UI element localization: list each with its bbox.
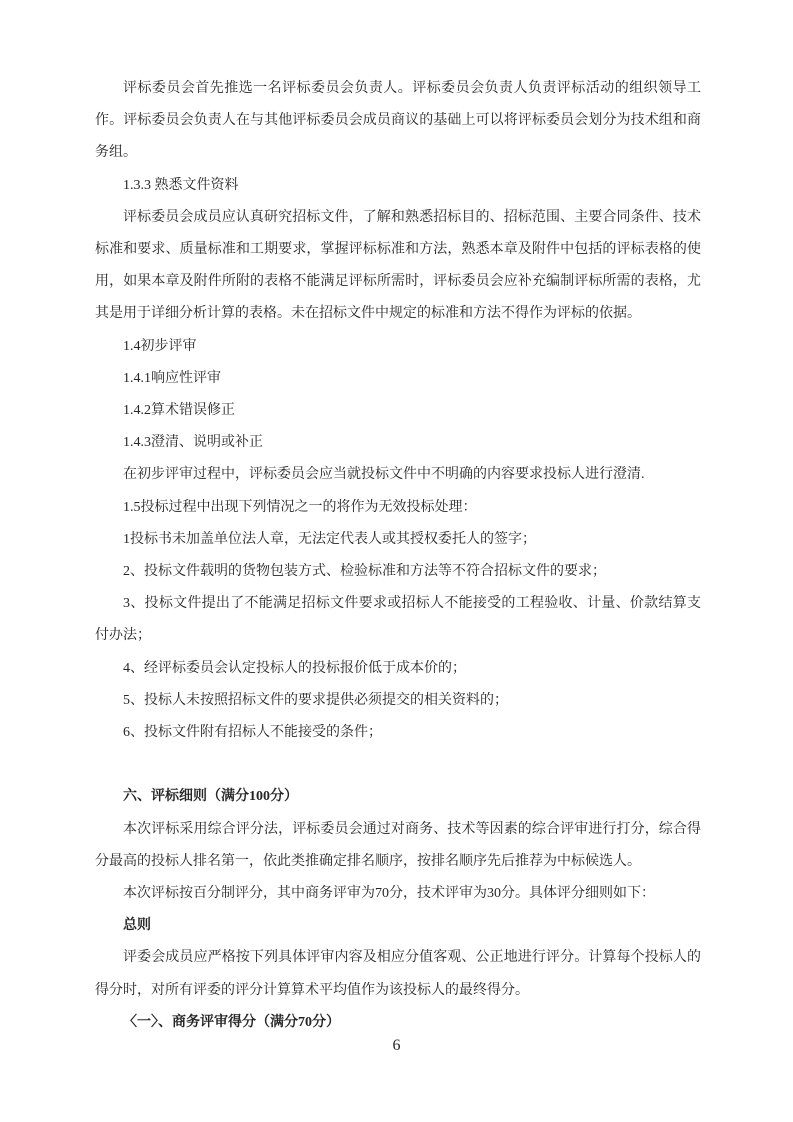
clause-1-5-heading: 1.5投标过程中出现下列情况之一的将作为无效投标处理： (123, 499, 477, 515)
clause-1-4-heading: 1.4初步评审 (123, 338, 197, 354)
footer-page-number: 6 (392, 1037, 401, 1054)
invalid-bid-item-3: 3、投标文件提出了不能满足招标文件要求或招标人不能接受的工程验收、计量、价款结算支付办法； (95, 596, 701, 644)
clause-1-3-3-heading: 1.3.3 熟悉文件资料 (123, 177, 239, 193)
paragraph-study-documents: 评标委员会成员应认真研究招标文件，了解和熟悉招标目的、招标范围、主要合同条件、技术标准和要求、质量标准和工期要求，掌握评标标准和方法，熟悉本章及附件中包括的评标表格的使用，如果本章及附件所附的表格不能满足评标所需时，评标委员会应补充编制评标所需的表格，尤其是用于详细分析计算的表格。未在招标文件中规定的标准和方法不得作为评标的依据。 (95, 209, 701, 322)
invalid-bid-item-6: 6、投标文件附有招标人不能接受的条件； (123, 725, 382, 741)
invalid-bid-item-5: 5、投标人未按照招标文件的要求提供必须提交的相关资料的； (123, 692, 508, 708)
section-heading-evaluation-rules: 六、评标细则（满分100分） (123, 789, 298, 805)
blank-line (95, 749, 701, 781)
heading-general-rules: 总则 (123, 918, 151, 934)
document-body (95, 73, 701, 1039)
heading-business-review-score: 〈一〉、商务评审得分（满分70分） (123, 1014, 340, 1030)
clause-1-4-3-heading: 1.4.3澄清、说明或补正 (123, 435, 263, 451)
invalid-bid-item-1: 1投标书未加盖单位法人章，无法定代表人或其授权委托人的签字； (123, 531, 536, 547)
paragraph-clarification: 在初步评审过程中，评标委员会应当就投标文件中不明确的内容要求投标人进行澄清. (123, 467, 645, 483)
clause-1-4-2-heading: 1.4.2算术错误修正 (123, 403, 235, 419)
paragraph-score-split: 本次评标按百分制评分，其中商务评审为70分，技术评审为30分。具体评分细则如下： (123, 886, 655, 902)
paragraph-comprehensive-scoring: 本次评标采用综合评分法，评标委员会通过对商务、技术等因素的综合评审进行打分，综合得分最高的投标人排名第一，依此类推确定排名顺序，按排名顺序先后推荐为中标候选人。 (95, 821, 701, 869)
invalid-bid-item-2: 2、投标文件载明的货物包装方式、检验标准和方法等不符合招标文件的要求； (123, 564, 606, 580)
paragraph-committee-leader: 评标委员会首先推选一名评标委员会负责人。评标委员会负责人负责评标活动的组织领导工作。评标委员会负责人在与其他评标委员会成员商议的基础上可以将评标委员会划分为技术组和商务组。 (95, 81, 701, 161)
paragraph-scoring-average: 评委会成员应严格按下列具体评审内容及相应分值客观、公正地进行评分。计算每个投标人的得分时，对所有评委的评分计算算术平均值作为该投标人的最终得分。 (95, 950, 701, 998)
clause-1-4-1-heading: 1.4.1响应性评审 (123, 370, 221, 386)
invalid-bid-item-4: 4、经评标委员会认定投标人的投标报价低于成本价的； (123, 660, 466, 676)
